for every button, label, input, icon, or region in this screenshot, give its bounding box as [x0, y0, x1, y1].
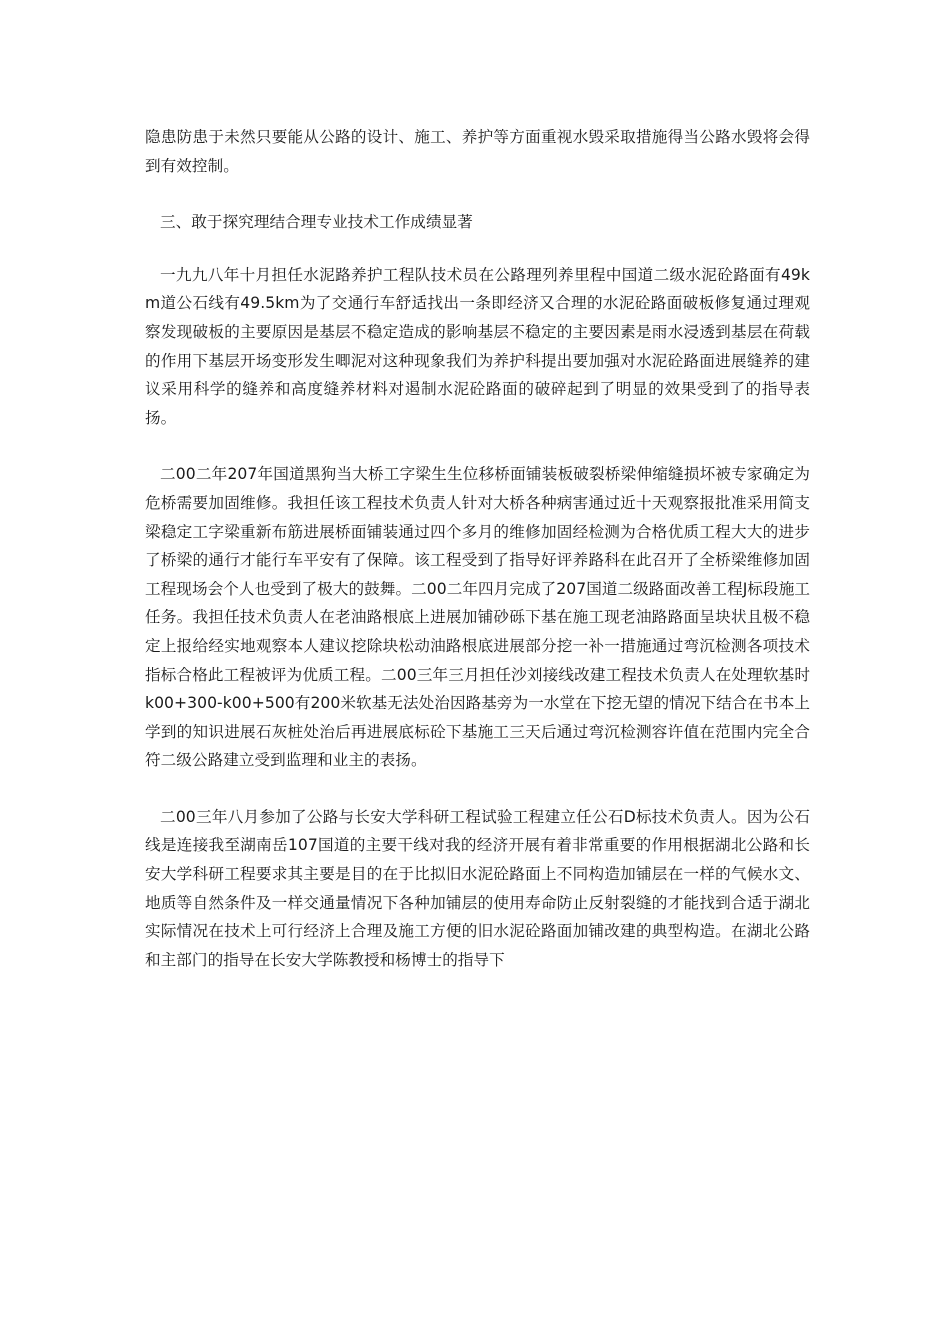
paragraph-spacer [145, 180, 810, 208]
document-body [145, 123, 810, 974]
paragraph-3: 二00二年207年国道黑狗当大桥工字梁生生位移桥面铺装板破裂桥梁伸缩缝损坏被专家确定为危桥需要加固维修。我担任该工程技术负责人针对大桥各种病害通过近十天观察报批准采用简支梁稳定工字梁重新布筋进展桥面铺装通过四个多月的维修加固经检测为合格优质工程大大的进步了桥梁的通行才能行车平安有了保障。该工程受到了指导好评养路科在此召开了全桥梁维修加固工程现场会个人也受到了极大的鼓舞。二00二年四月完成了207国道二级路面改善工程J标段施工任务。我担任技术负责人在老油路根底上进展加铺砂砾下基在施工现老油路路面呈块状且极不稳定上报给经实地观察本人建议挖除块松动油路根底进展部分挖一补一措施通过弯沉检测各项技术指标合格此工程被评为优质工程。二00三年三月担任沙刘接线改建工程技术负责人在处理软基时k00+300-k00+500有200米软基无法处治因路基旁为一水堂在下挖无望的情况下结合在书本上学到的知识进展石灰桩处治后再进展底标砼下基施工三天后通过弯沉检测容许值在范围内完全合符二级公路建立受到监理和业主的表扬。 [145, 465, 810, 770]
paragraph-1: 隐患防患于未然只要能从公路的设计、施工、养护等方面重视水毁采取措施得当公路水毁将会得到有效控制。 [145, 128, 810, 175]
paragraph-spacer [145, 775, 810, 803]
paragraph-spacer [145, 237, 810, 261]
section-heading: 三、敢于探究理结合理专业技术工作成绩显著 [160, 213, 473, 232]
paragraph-spacer [145, 432, 810, 460]
paragraph-4: 二00三年八月参加了公路与长安大学科研工程试验工程建立任公石D标技术负责人。因为公石线是连接我至湖南岳107国道的主要干线对我的经济开展有着非常重要的作用根据湖北公路和长安大学科研工程要求其主要是目的在于比拟旧水泥砼路面上不同构造加铺层在一样的气候水文、地质等自然条件及一样交通量情况下各种加铺层的使用寿命防止反射裂缝的才能找到合适于湖北实际情况在技术上可行经济上合理及施工方便的旧水泥砼路面加铺改建的典型构造。在湖北公路和主部门的指导在长安大学陈教授和杨博士的指导下 [145, 807, 810, 969]
paragraph-2: 一九九八年十月担任水泥路养护工程队技术员在公路理列养里程中国道二级水泥砼路面有49km道公石线有49.5km为了交通行车舒适找出一条即经济又合理的水泥砼路面破板修复通过理观察发现破板的主要原因是基层不稳定造成的影响基层不稳定的主要因素是雨水浸透到基层在荷载的作用下基层开场变形发生唧泥对这种现象我们为养护科提出要加强对水泥砼路面进展缝养的建议采用科学的缝养和高度缝养材料对遏制水泥砼路面的破碎起到了明显的效果受到了的指导表扬。 [145, 265, 810, 427]
